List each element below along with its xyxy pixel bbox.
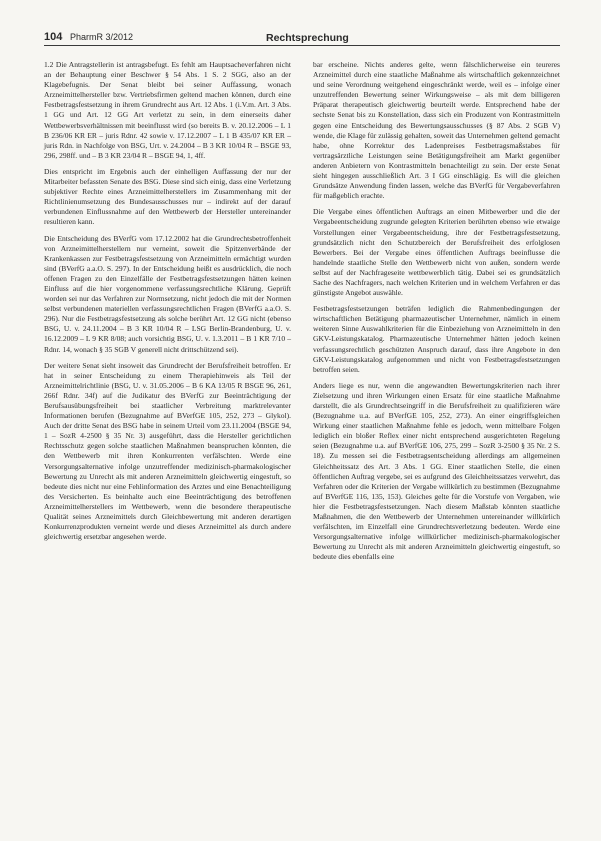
paragraph: 1.2 Die Antragstellerin ist antragsbefugt. Es fehlt am Hauptsacheverfahren nicht an der Behauptung einer Beschwer § 54 Abs. 1 S. 2 SGG, also an der Klagebefugnis. Der Senat bleibt bei seiner Auffassung, wonach Arzneimittelhersteller bzw. Vertriebsfirmen geltend machen können, durch eine Festbetragsfestsetzung in ihrem Grundrecht aus Art. 12 Abs. 1 (i.V.m. Art. 3 Abs. 1 GG und Art. 12 GG Art verletzt zu sein, in dem einerseits daher Wettbewerbsverhältnissen mit beeinflusst wird (so bereits B. v. 20.12.2006 – L 1 B 236/06 KR ER – juris Rdnr. 42 sowie v. 17.12.2007 – L 1 B 435/07 KR ER – juris Rdn. in Nachfolge von BSG, Urt. v. 24.2004 – B 3 KR 10/04 R – BSGE 93, 296, 298ff. und – B 3 KR 23/04 R – BSGE 94, 1, 4ff. [44, 60, 291, 160]
paragraph: Die Vergabe eines öffentlichen Auftrags an einen Mitbewerber und die der Vergabeentscheidung zugrunde gelegten Kriterien berührten ebenso wie etwaige Vorstellungen einer Vergabeentscheidung, ihre der Festbetragsfestsetzung, grundsätzlich nicht den Schutzbereich der Berufsfreiheit des erfolglosen Bewerbers. Bei der Vergabe eines öffentlichen Auftrags beeinflusse die handelnde staatliche Stelle den Wettbewerb nicht von außen, sondern werde selbst auf der Nachfrageseite wettbewerblich tätig. Dabei sei es grundsätzlich Sache des Nachfragers, nach welchen Kriterien und in welchem Verfahren er das günstigste Angebot auswähle. [313, 207, 560, 298]
journal-name: PharmR 3/2012 [70, 32, 134, 42]
header-rule [44, 45, 560, 46]
paragraph: bar erscheine. Nichts anderes gelte, wenn fälschlicherweise ein teureres Arzneimittel durch eine staatliche Maßnahme als wirtschaftlich gekennzeichnet und seine Verordnung weitgehend eingeschränkt werde, weil es – infolge einer unzutreffenden Bewertung seiner Wirkungsweise – als mit dem billigeren Präparat therapeutisch gleichwertig beurteilt werde. Entsprechend habe der sechste Senat bis zu Konstellation, dass sich ein Produzent von Kontrastmitteln gegen eine Entscheidung des Bewertungsausschusses (§ 87 Abs. 2 SGB V) wende, die Klage für zulässig gehalten, soweit das Unternehmen geltend gemacht habe, ohne Korrektur des Ladenpreises Festbetragsmaßstabes für vertragsärztliche Leistungen seine Betätigungsfreiheit am Markt gegenüber anderen Anbietern von Kontrastmitteln benachteiligt zu sein. Der erste Senat sieht hingegen ausschließlich Art. 3 I GG einschlägig. Es will die gleichen Grundsätze Anwendung finden lassen, welche das BVerfG für Vergabeverfahren für maßgeblich erachte. [313, 60, 560, 201]
paragraph: Dies entspricht im Ergebnis auch der einhelligen Auffassung der nur der Mitarbeiter befassten Senate des BSG. Diese sind sich einig, dass eine Verletzung subjektiver Rechte eines Arzneimittelherstellers im Zusammenhang mit der Richtlinienumsetzung des Bundesausschusses nur – indirekt auf der darauf verbundenen Einflussnahme auf den Wettbewerb der Hersteller untereinander resultieren kann. [44, 166, 291, 227]
paragraph: Die Entscheidung des BVerfG vom 17.12.2002 hat die Grundrechtsbetroffenheit von Arzneimittelherstellern nur verneint, soweit die Spitzenverbände der Krankenkassen zur Festbetragsfestsetzung von Arzneimitteln ermächtigt wurden sind (BVerfG a.a.O. S. 297). In der Entscheidung heißt es ausdrücklich, die noch offenen Fragen zu den Einzelfälle der Festbetragsfestsetzungen hätten keinen Einfluss auf die hier vorgenommene verfassungsrechtliche Klärung. Geprüft worden sei nur das Verfahren zur Normsetzung, nicht jedoch die mit der Normen selbst verbundenen materiellen verfassungsrechtlichen Fragen (BVerfG a.a.O. S. 296). Nur die Festbetragsfestsetzung als solche berührt Art. 12 GG nicht (ebenso BSG, U. v. 24.11.2004 – B 3 KR 10/04 R – LSG Berlin-Brandenburg, U. v. 16.12.2009 – L 9 KR 8/08; auch vorsichtig BSG, U. v. 1.3.2011 – B 1 KR 7/10 – Rdnr. 14, wonach § 35 SGB V generell nicht drittschützend sei). [44, 233, 291, 354]
page-number: 104 [44, 31, 63, 43]
paragraph: Festbetragsfestsetzungen beträfen lediglich die Rahmenbedingungen der wirtschaftlichen Betätigung pharmazeutischer Unternehmer, nämlich in einem weiteren Sinne Auswahlkriterien für die Einbeziehung von Arzneimitteln in den GKV-Leistungskatalog. Pharmazeutische Unternehmer hätten jedoch keinen verfassungsrechtlich geschützten Anspruch darauf, dass ihre Angebote in den GKV-Leistungskatalog aufgenommen und nicht von Festbetragsfestsetzungen betroffen seien. [313, 304, 560, 374]
section-title: Rechtsprechung [266, 32, 349, 44]
right-column [313, 60, 560, 569]
left-column [44, 60, 291, 548]
paragraph: Der weitere Senat sieht insoweit das Grundrecht der Berufsfreiheit betroffen. Er hat in seiner Entscheidung zu einem Therapiehinweis als Teil der Arzneimittelrichtlinie (BSG, U. v. 31.05.2006 – B 6 KA 13/05 R BSGE 96, 261, 266f Rdnr. 34f) auf die Judikatur des BVerfG zur Beeinträchtigung der Berufsausübungsfreiheit bei staatlicher Verbreitung marktrelevanter Informationen berufen (Bezugnahme auf BVerfGE 105, 252, 273 – Glykol). Auch der dritte Senat des BSG habe in seinem Urteil vom 23.11.2004 (BSGE 94, 1 – SozR 4-2500 § 35 Nr. 3) ausgeführt, dass die Hersteller gerichtlichen Rechtsschutz gegen solche staatlichen Maßnahmen beanspruchen könnten, die den Wettbewerb mit ihren Konkurrenten verfälschten. Werde eine Versorgungsalternative infolge unzutreffender medizinisch-pharmakologischer Bewertung zu Unrecht als mit anderen Arzneimitteln gleichwertig eingestuft, so bedeute dies nicht nur eine Fehlinformation des Arztes und eine Benachteiligung des Versicherten. Es beinhalte auch eine Beeinträchtigung des betroffenen Arzneimittelherstellers im Wettbewerb, wenn die besondere therapeutische Qualität seines Arzneimittels durch Gleichbewertung mit anderen derartigen Konkurrenzprodukten verneint werde und dieses Arzneimittel als durch andere gleichwertig ersetzbar angesehen werde. [44, 360, 291, 542]
paragraph: Anders liege es nur, wenn die angewandten Bewertungskriterien nach ihrer Zielsetzung und ihren Wirkungen einen Ersatz für eine staatliche Maßnahme darstellt, die als Grundrechtseingriff in die Berufsfreiheit zu qualifizieren wäre (Bezugnahme u.a. auf BVerfGE 105, 252, 273). An einer eingriffsgleichen Wirkung einer staatlichen Maßnahme fehle es jedoch, wenn mittelbare Folgen lediglich ein bloßer Reflex einer nicht entsprechend ausgerichteten Regelung seien (Bezugnahme u.a. auf BVerfGE 106, 275, 299 – SozR 3-2500 § 35 Nr. 2 S. 18). Zu messen sei die Festbetragsentscheidung allerdings am allgemeinen Gleichheitssatz des Art. 3 Abs. 1 GG. Einer staatlichen Stelle, die einen öffentlichen Auftrag vergebe, sei es aufgrund des Gleichheitssatzes verwehrt, das Verfahren oder die Kriterien der Vergabe willkürlich zu bestimmen (Bezugnahme auf BVerfGE 116, 135, 153). Gleiches gelte für die Vorstufe von Vergaben, wie hier die Festbetragsfestsetzungen. Nach diesem Maßstab könnten staatliche Maßnahmen, die den Wettbewerb der Unternehmen untereinander willkürlich verfälschten, im Einzelfall eine Grundrechtsverletzung bedeuten. Werde eine Versorgungsalternative infolge willkürlicher medizinisch-pharmakologischer Bewertung zu Unrecht als mit anderen Arzneimitteln gleichwertig eingestuft, so bedeute dies ebenfalls eine [313, 380, 560, 562]
